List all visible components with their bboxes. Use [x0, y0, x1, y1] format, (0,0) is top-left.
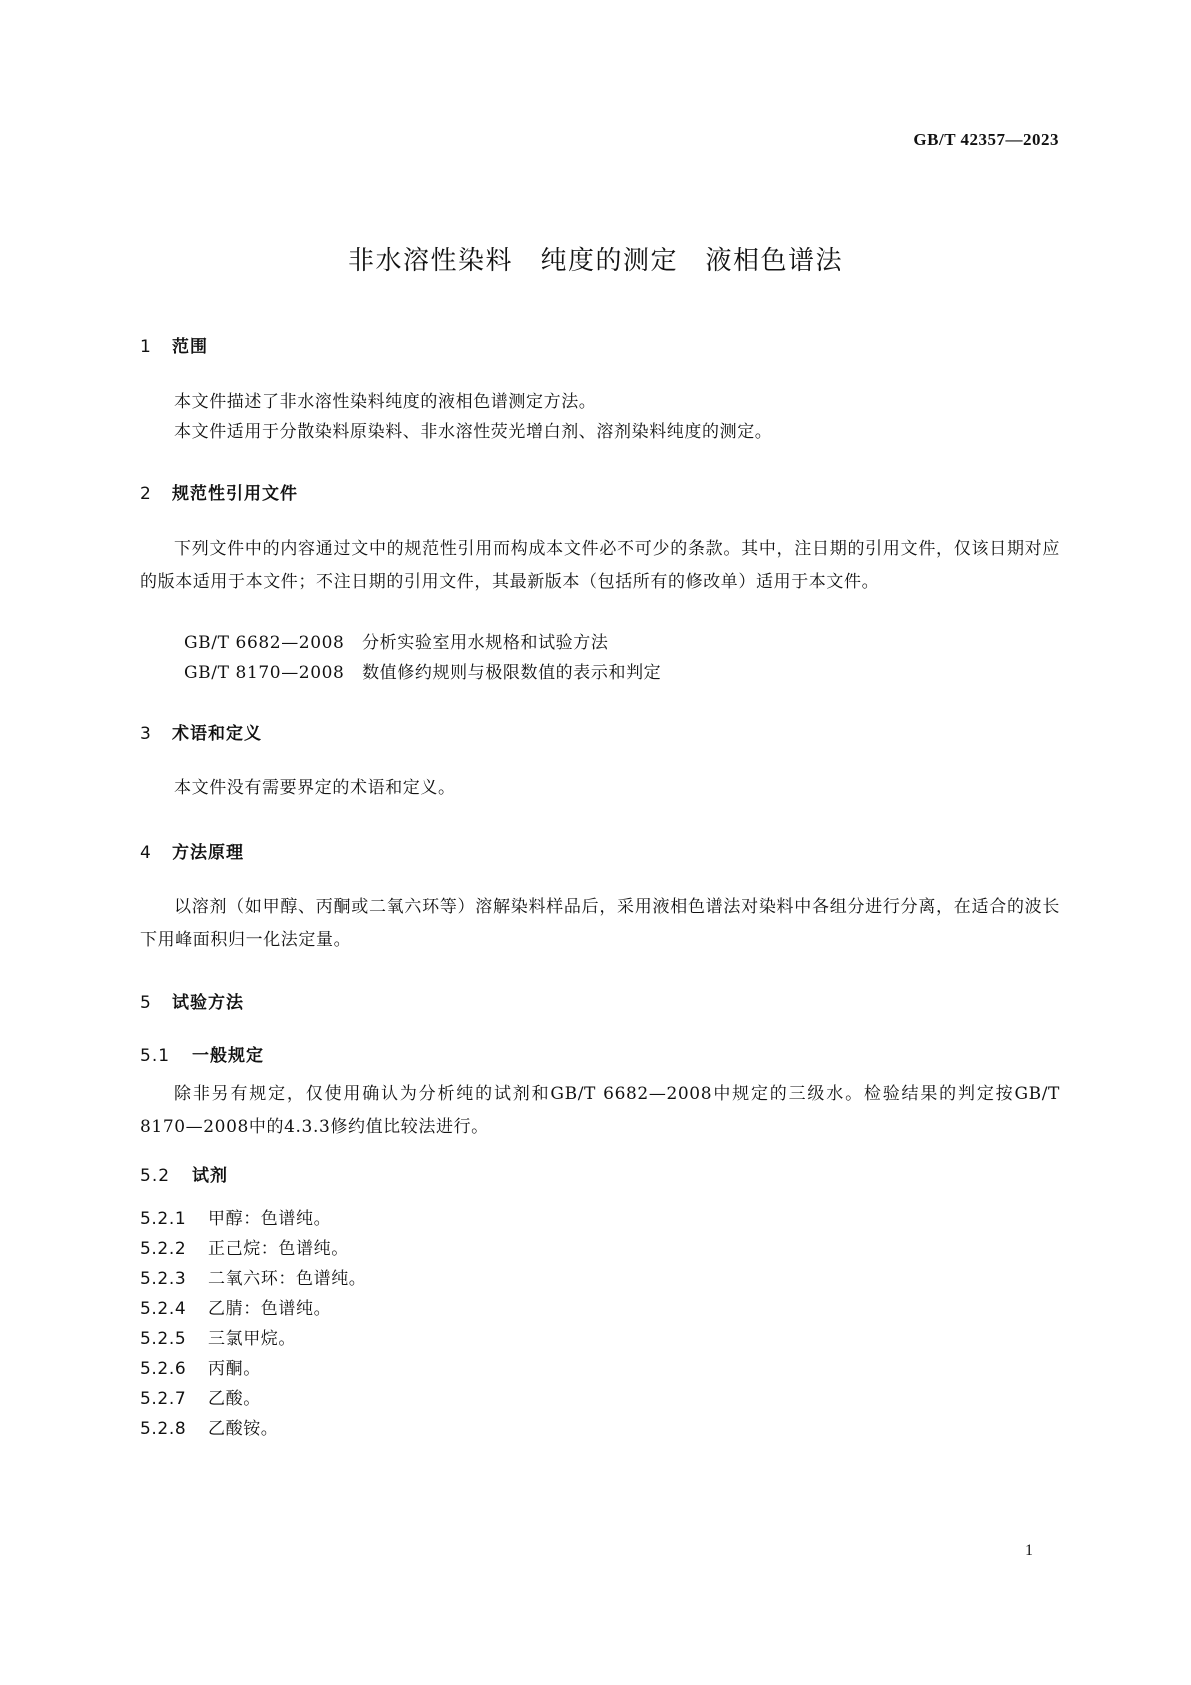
section-title: 规范性引用文件 — [172, 484, 298, 504]
reagent-text: 甲醇：色谱纯。 — [208, 1209, 332, 1229]
page-number: 1 — [1025, 1542, 1033, 1559]
section-heading-principle — [140, 838, 244, 863]
subsection-number: 5.1 — [140, 1046, 171, 1066]
reagent-text: 乙酸铵。 — [208, 1419, 279, 1439]
subsection-heading-reagents — [140, 1161, 228, 1186]
section-heading-scope — [140, 332, 208, 357]
reagent-text: 二氧六环：色谱纯。 — [208, 1269, 367, 1289]
reference-item: GB/T 8170—2008 数值修约规则与极限数值的表示和判定 — [184, 663, 662, 683]
general-paragraph: 除非另有规定，仅使用确认为分析纯的试剂和GB/T 6682—2008中规定的三级水。检验结果的判定按GB/T 8170—2008中的4.3.3修约值比较法进行。 — [140, 1084, 1060, 1137]
reagent-number: 5.2.5 — [140, 1329, 187, 1349]
references-paragraph: 下列文件中的内容通过文中的规范性引用而构成本文件必不可少的条款。其中，注日期的引用文件，仅该日期对应的版本适用于本文件；不注日期的引用文件，其最新版本（包括所有的修改单）适用于本文件。 — [140, 539, 1060, 592]
reagent-number: 5.2.1 — [140, 1209, 187, 1229]
document-title: 非水溶性染料 纯度的测定 液相色谱法 — [347, 246, 843, 276]
section-title: 术语和定义 — [172, 724, 262, 744]
reagent-number: 5.2.2 — [140, 1239, 187, 1259]
principle-paragraph: 以溶剂（如甲醇、丙酮或二氧六环等）溶解染料样品后，采用液相色谱法对染料中各组分进行分离，在适合的波长下用峰面积归一化法定量。 — [140, 897, 1060, 950]
section-heading-test-method — [140, 988, 244, 1013]
scope-paragraph-2: 本文件适用于分散染料原染料、非水溶性荧光增白剂、溶剂染料纯度的测定。 — [174, 422, 773, 442]
reagent-number: 5.2.6 — [140, 1359, 187, 1379]
reagent-item — [140, 1294, 331, 1319]
reagent-text: 丙酮。 — [208, 1359, 261, 1379]
subsection-title: 一般规定 — [192, 1046, 264, 1066]
section-number: 1 — [140, 337, 152, 357]
reagent-text: 三氯甲烷。 — [208, 1329, 296, 1349]
standard-code: GB/T 42357—2023 — [913, 130, 1059, 149]
reagent-number: 5.2.3 — [140, 1269, 187, 1289]
subsection-title: 试剂 — [192, 1166, 228, 1186]
reagent-number: 5.2.8 — [140, 1419, 187, 1439]
scope-paragraph-1: 本文件描述了非水溶性染料纯度的液相色谱测定方法。 — [174, 392, 597, 412]
section-number: 4 — [140, 843, 152, 863]
subsection-number: 5.2 — [140, 1166, 171, 1186]
terms-paragraph: 本文件没有需要界定的术语和定义。 — [174, 778, 456, 798]
reagent-item — [140, 1234, 349, 1259]
section-number: 2 — [140, 484, 152, 504]
reagent-text: 乙腈：色谱纯。 — [208, 1299, 332, 1319]
reagent-text: 正己烷：色谱纯。 — [208, 1239, 349, 1259]
reagent-item — [140, 1204, 331, 1229]
reagent-text: 乙酸。 — [208, 1389, 261, 1409]
reagent-item — [140, 1354, 261, 1379]
reagent-number: 5.2.4 — [140, 1299, 187, 1319]
subsection-heading-general — [140, 1041, 264, 1066]
section-heading-normative-references — [140, 479, 298, 504]
section-number: 5 — [140, 993, 152, 1013]
reagent-item — [140, 1414, 278, 1439]
reagent-number: 5.2.7 — [140, 1389, 187, 1409]
reagent-item — [140, 1264, 366, 1289]
section-title: 试验方法 — [172, 993, 244, 1013]
section-title: 方法原理 — [172, 843, 244, 863]
reagent-item — [140, 1324, 296, 1349]
section-heading-terms — [140, 719, 262, 744]
section-title: 范围 — [172, 337, 208, 357]
reagent-item — [140, 1384, 261, 1409]
section-number: 3 — [140, 724, 152, 744]
reference-item: GB/T 6682—2008 分析实验室用水规格和试验方法 — [184, 633, 609, 653]
